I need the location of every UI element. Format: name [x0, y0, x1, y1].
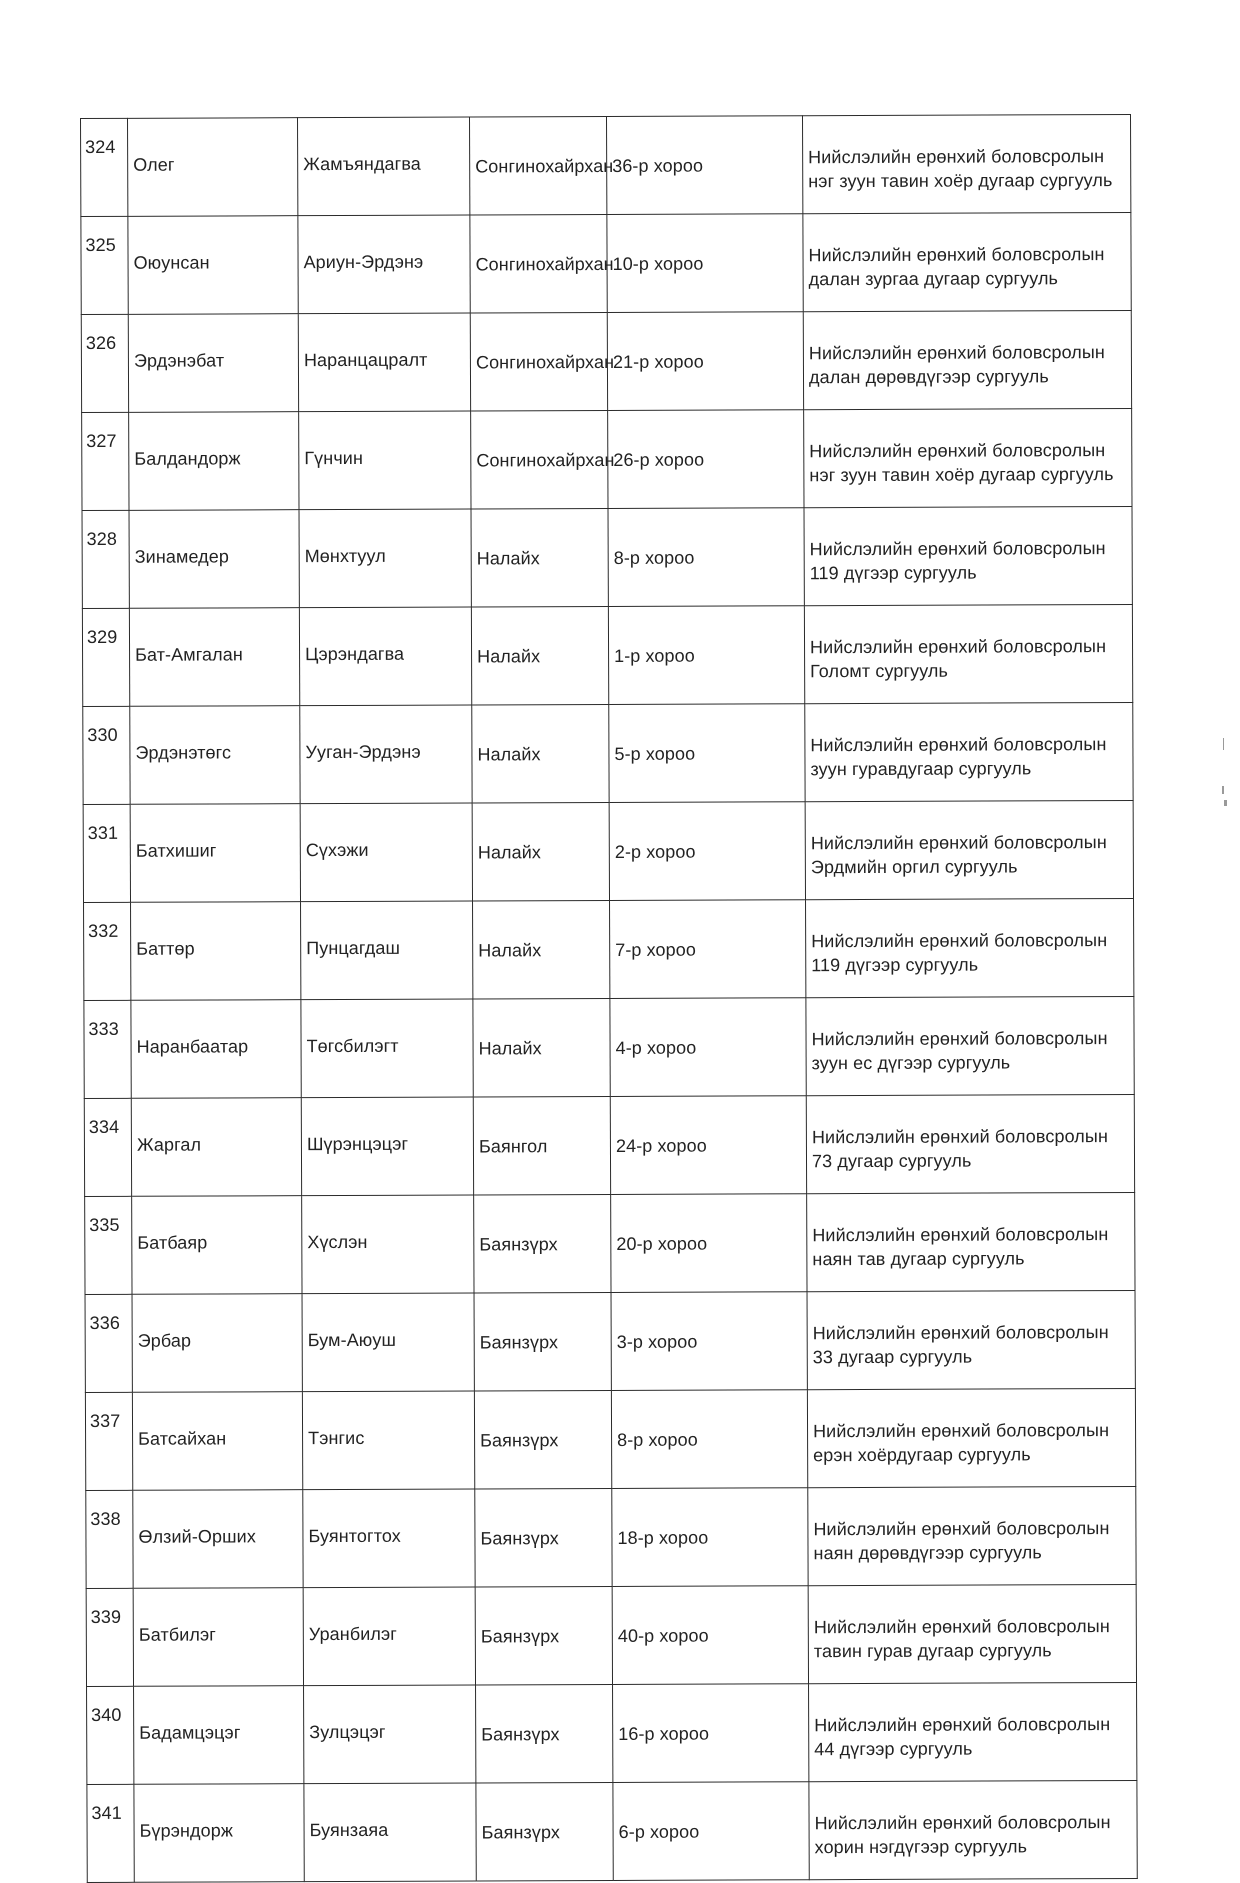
last-name-cell: Уранбилэг: [303, 1587, 475, 1686]
district-cell: Налайх: [471, 508, 608, 607]
table-row: [81, 212, 1131, 314]
row-number-cell: 329: [82, 608, 129, 706]
first-name-cell: Наранбаатар: [131, 1000, 301, 1099]
row-number-cell: 339: [86, 1588, 133, 1686]
last-name-cell: Жамъяндагва: [298, 117, 470, 216]
first-name-cell: Өлзий-Орших: [133, 1490, 303, 1589]
school-cell: Нийслэлийн ерөнхий боловсролын 33 дугаар сургууль: [807, 1290, 1135, 1389]
row-number-cell: 337: [85, 1392, 132, 1490]
district-cell: Налайх: [473, 900, 610, 999]
table-row: [81, 310, 1131, 412]
last-name-cell: Буянтогтох: [303, 1489, 475, 1588]
district-cell: Налайх: [473, 998, 610, 1097]
district-cell: Баянзүрх: [474, 1194, 611, 1293]
school-cell: Нийслэлийн ерөнхий боловсролын далан зургаа дугаар сургууль: [803, 212, 1131, 311]
row-number-cell: 324: [81, 118, 128, 216]
khoroo-cell: 3-р хороо: [611, 1292, 807, 1391]
khoroo-cell: 4-р хороо: [610, 998, 806, 1097]
last-name-cell: Хүслэн: [302, 1195, 474, 1294]
district-cell: Баянзүрх: [475, 1586, 612, 1685]
last-name-cell: Буянзаяа: [304, 1783, 476, 1882]
khoroo-cell: 26-р хороо: [608, 410, 804, 509]
row-number-cell: 328: [82, 510, 129, 608]
table-row: [84, 1094, 1134, 1196]
first-name-cell: Оюунсан: [128, 216, 298, 315]
khoroo-cell: 36-р хороо: [606, 116, 802, 215]
khoroo-cell: 24-р хороо: [610, 1096, 806, 1195]
row-number-cell: 330: [83, 706, 130, 804]
school-cell: Нийслэлийн ерөнхий боловсролын зуун ес дүгээр сургууль: [806, 996, 1134, 1095]
district-cell: Баянзүрх: [474, 1292, 611, 1391]
table-row: [87, 1780, 1137, 1882]
last-name-cell: Зулцэцэг: [304, 1685, 476, 1784]
last-name-cell: Төгсбилэгт: [301, 999, 473, 1098]
table-row: [82, 408, 1132, 510]
school-cell: Нийслэлийн ерөнхий боловсролын тавин гурав дугаар сургууль: [808, 1584, 1136, 1683]
table-row: [86, 1584, 1136, 1686]
khoroo-cell: 40-р хороо: [612, 1586, 808, 1685]
first-name-cell: Эрдэнэбат: [128, 314, 298, 413]
row-number-cell: 338: [86, 1490, 133, 1588]
last-name-cell: Ууган-Эрдэнэ: [300, 705, 472, 804]
table-row: [84, 996, 1134, 1098]
first-name-cell: Баттөр: [131, 902, 301, 1001]
last-name-cell: Пунцагдаш: [301, 901, 473, 1000]
last-name-cell: Ариун-Эрдэнэ: [298, 215, 470, 314]
row-number-cell: 333: [84, 1000, 131, 1098]
school-cell: Нийслэлийн ерөнхий боловсролын 44 дүгээр сургууль: [809, 1682, 1137, 1781]
khoroo-cell: 20-р хороо: [611, 1194, 807, 1293]
khoroo-cell: 8-р хороо: [608, 508, 804, 607]
district-cell: Налайх: [472, 704, 609, 803]
first-name-cell: Батхишиг: [130, 804, 300, 903]
khoroo-cell: 7-р хороо: [610, 900, 806, 999]
district-cell: Баянзүрх: [475, 1488, 612, 1587]
last-name-cell: Мөнхтуул: [299, 509, 471, 608]
first-name-cell: Бат-Амгалан: [129, 608, 299, 707]
district-cell: Баянзүрх: [474, 1390, 611, 1489]
school-cell: Нийслэлийн ерөнхий боловсролын Эрдмийн оргил сургууль: [805, 800, 1133, 899]
district-cell: Сонгинохайрхан: [469, 116, 606, 215]
khoroo-cell: 6-р хороо: [613, 1782, 809, 1881]
table-row: [86, 1486, 1136, 1588]
last-name-cell: Тэнгис: [302, 1391, 474, 1490]
last-name-cell: Наранцацралт: [298, 313, 470, 412]
school-cell: Нийслэлийн ерөнхий боловсролын наян дөрөвдүгээр сургууль: [808, 1486, 1136, 1585]
school-cell: Нийслэлийн ерөнхий боловсролын 119 дүгээр сургууль: [806, 898, 1134, 997]
first-name-cell: Батбилэг: [133, 1588, 303, 1687]
table-row: [82, 604, 1132, 706]
school-cell: Нийслэлийн ерөнхий боловсролын далан дөрөвдүгээр сургууль: [803, 310, 1131, 409]
table-row: [82, 506, 1132, 608]
khoroo-cell: 1-р хороо: [608, 606, 804, 705]
school-cell: Нийслэлийн ерөнхий боловсролын ерэн хоёрдугаар сургууль: [807, 1388, 1135, 1487]
first-name-cell: Эрбар: [132, 1294, 302, 1393]
last-name-cell: Гүнчин: [299, 411, 471, 510]
row-number-cell: 334: [84, 1098, 131, 1196]
khoroo-cell: 2-р хороо: [609, 802, 805, 901]
table-row: [87, 1682, 1137, 1784]
table-row: [84, 898, 1134, 1000]
row-number-cell: 326: [81, 314, 128, 412]
table-row: [85, 1388, 1135, 1490]
table-row: [85, 1290, 1135, 1392]
first-name-cell: Жаргал: [131, 1098, 301, 1197]
khoroo-cell: 21-р хороо: [607, 312, 803, 411]
row-number-cell: 341: [87, 1784, 134, 1882]
school-cell: Нийслэлийн ерөнхий боловсролын хорин нэгдүгээр сургууль: [809, 1780, 1137, 1879]
school-cell: Нийслэлийн ерөнхий боловсролын нэг зуун тавин хоёр дугаар сургууль: [804, 408, 1132, 507]
district-cell: Баянгол: [473, 1096, 610, 1195]
last-name-cell: Цэрэндагва: [299, 607, 471, 706]
first-name-cell: Батсайхан: [132, 1392, 302, 1491]
district-cell: Баянзүрх: [476, 1782, 613, 1881]
row-number-cell: 340: [87, 1686, 134, 1784]
school-cell: Нийслэлийн ерөнхий боловсролын зуун гуравдугаар сургууль: [805, 702, 1133, 801]
row-number-cell: 327: [82, 412, 129, 510]
first-name-cell: Бадамцэцэг: [134, 1686, 304, 1785]
district-cell: Сонгинохайрхан: [471, 410, 608, 509]
school-cell: Нийслэлийн ерөнхий боловсролын нэг зуун тавин хоёр дугаар сургууль: [802, 114, 1130, 213]
records-table-body: [81, 114, 1138, 1882]
row-number-cell: 332: [84, 902, 131, 1000]
khoroo-cell: 10-р хороо: [607, 214, 803, 313]
district-cell: Сонгинохайрхан: [470, 312, 607, 411]
last-name-cell: Бум-Аюуш: [302, 1293, 474, 1392]
first-name-cell: Бүрэндорж: [134, 1784, 304, 1883]
scan-edge-marks: [1220, 738, 1232, 818]
khoroo-cell: 16-р хороо: [613, 1684, 809, 1783]
khoroo-cell: 18-р хороо: [612, 1488, 808, 1587]
first-name-cell: Балдандорж: [129, 412, 299, 511]
last-name-cell: Шүрэнцэцэг: [301, 1097, 473, 1196]
table-row: [81, 114, 1131, 216]
district-cell: Сонгинохайрхан: [470, 214, 607, 313]
table-row: [83, 702, 1133, 804]
khoroo-cell: 8-р хороо: [611, 1390, 807, 1489]
row-number-cell: 331: [83, 804, 130, 902]
district-cell: Налайх: [472, 802, 609, 901]
table-row: [85, 1192, 1135, 1294]
district-cell: Налайх: [471, 606, 608, 705]
first-name-cell: Олег: [128, 118, 298, 217]
row-number-cell: 336: [85, 1294, 132, 1392]
records-table: [80, 114, 1138, 1883]
khoroo-cell: 5-р хороо: [609, 704, 805, 803]
school-cell: Нийслэлийн ерөнхий боловсролын 73 дугаар сургууль: [806, 1094, 1134, 1193]
first-name-cell: Зинамедер: [129, 510, 299, 609]
school-cell: Нийслэлийн ерөнхий боловсролын наян тав дугаар сургууль: [807, 1192, 1135, 1291]
last-name-cell: Сүхэжи: [300, 803, 472, 902]
first-name-cell: Батбаяр: [132, 1196, 302, 1295]
school-cell: Нийслэлийн ерөнхий боловсролын Голомт сургууль: [804, 604, 1132, 703]
first-name-cell: Эрдэнэтөгс: [130, 706, 300, 805]
school-cell: Нийслэлийн ерөнхий боловсролын 119 дүгээр сургууль: [804, 506, 1132, 605]
row-number-cell: 325: [81, 216, 128, 314]
district-cell: Баянзүрх: [476, 1684, 613, 1783]
row-number-cell: 335: [85, 1196, 132, 1294]
table-row: [83, 800, 1133, 902]
